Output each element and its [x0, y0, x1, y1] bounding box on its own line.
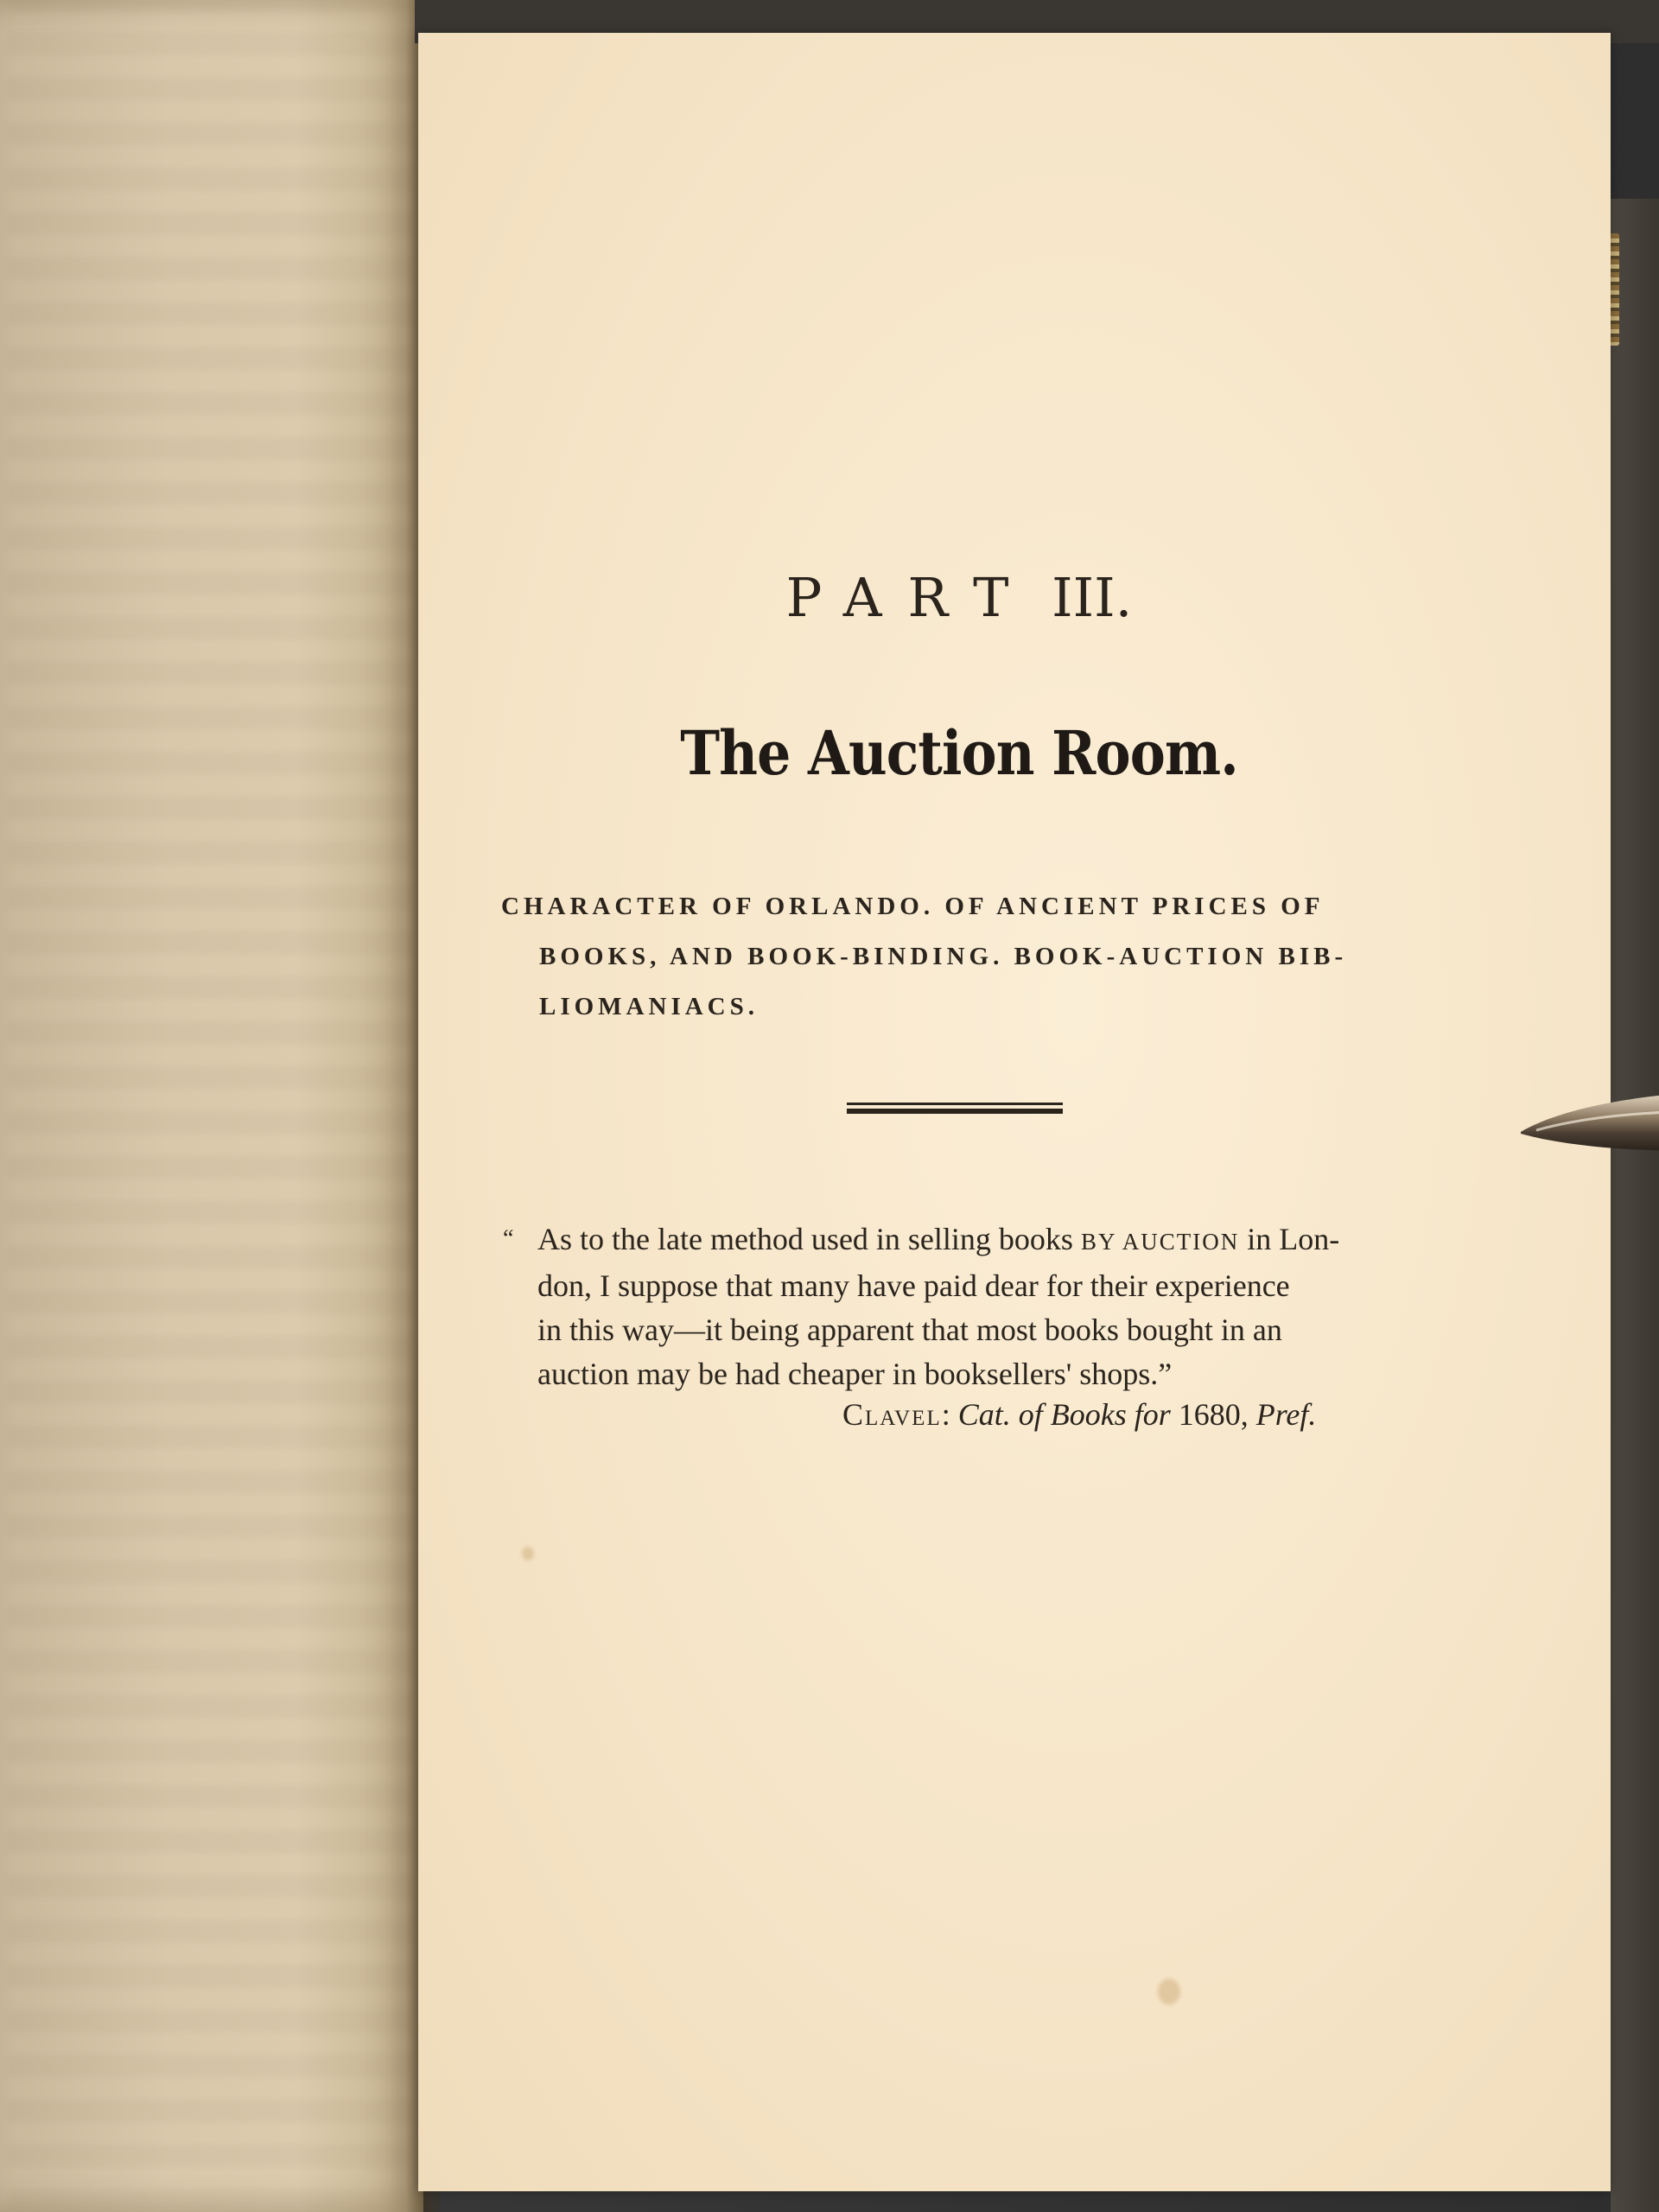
- attribution-author: Clavel: [842, 1397, 942, 1432]
- attribution-year: 1680,: [1178, 1397, 1249, 1432]
- chapter-title: The Auction Room.: [680, 717, 1238, 789]
- attribution-suffix: Pref.: [1255, 1397, 1317, 1432]
- double-rule-divider: [847, 1103, 1063, 1115]
- quote-text: As to the late method used in selling books: [537, 1222, 1073, 1256]
- contents-line: CHARACTER OF ORLANDO. OF ANCIENT PRICES OF: [501, 893, 1325, 920]
- quote-line: auction may be had cheaper in booksellers' shops.”: [537, 1357, 1173, 1391]
- open-quote-mark: “: [503, 1225, 514, 1252]
- foxing-spot: [1158, 1979, 1180, 2005]
- quote-small-caps: BY AUCTION: [1080, 1229, 1240, 1255]
- contents-line: BOOKS, AND BOOK-BINDING. BOOK-AUCTION BIB-: [539, 943, 1348, 970]
- epigraph-quote: [503, 1217, 1419, 1396]
- quote-attribution: [842, 1396, 1395, 1433]
- facing-page: [0, 0, 423, 2212]
- quote-line: don, I suppose that many have paid dear for their experience: [537, 1268, 1290, 1303]
- part-heading: [691, 566, 1227, 629]
- rule-thick-line: [847, 1109, 1063, 1114]
- foxing-spot: [522, 1547, 534, 1560]
- part-label: PART: [785, 566, 1035, 629]
- chapter-contents: [501, 881, 1417, 1032]
- contents-line: LIOMANIACS.: [539, 993, 759, 1020]
- show-through-text: [9, 0, 415, 2212]
- rule-thin-line: [847, 1103, 1063, 1105]
- quote-line: [503, 1217, 1419, 1264]
- book-cover-edge: [1611, 199, 1659, 2212]
- pen-tip: [1519, 1090, 1659, 1177]
- part-number: III.: [1052, 566, 1133, 629]
- quote-line: in this way—it being apparent that most books bought in an: [537, 1313, 1282, 1347]
- attribution-separator: :: [941, 1397, 950, 1432]
- quote-text: in Lon-: [1247, 1222, 1340, 1256]
- attribution-work: Cat. of Books for: [957, 1397, 1171, 1432]
